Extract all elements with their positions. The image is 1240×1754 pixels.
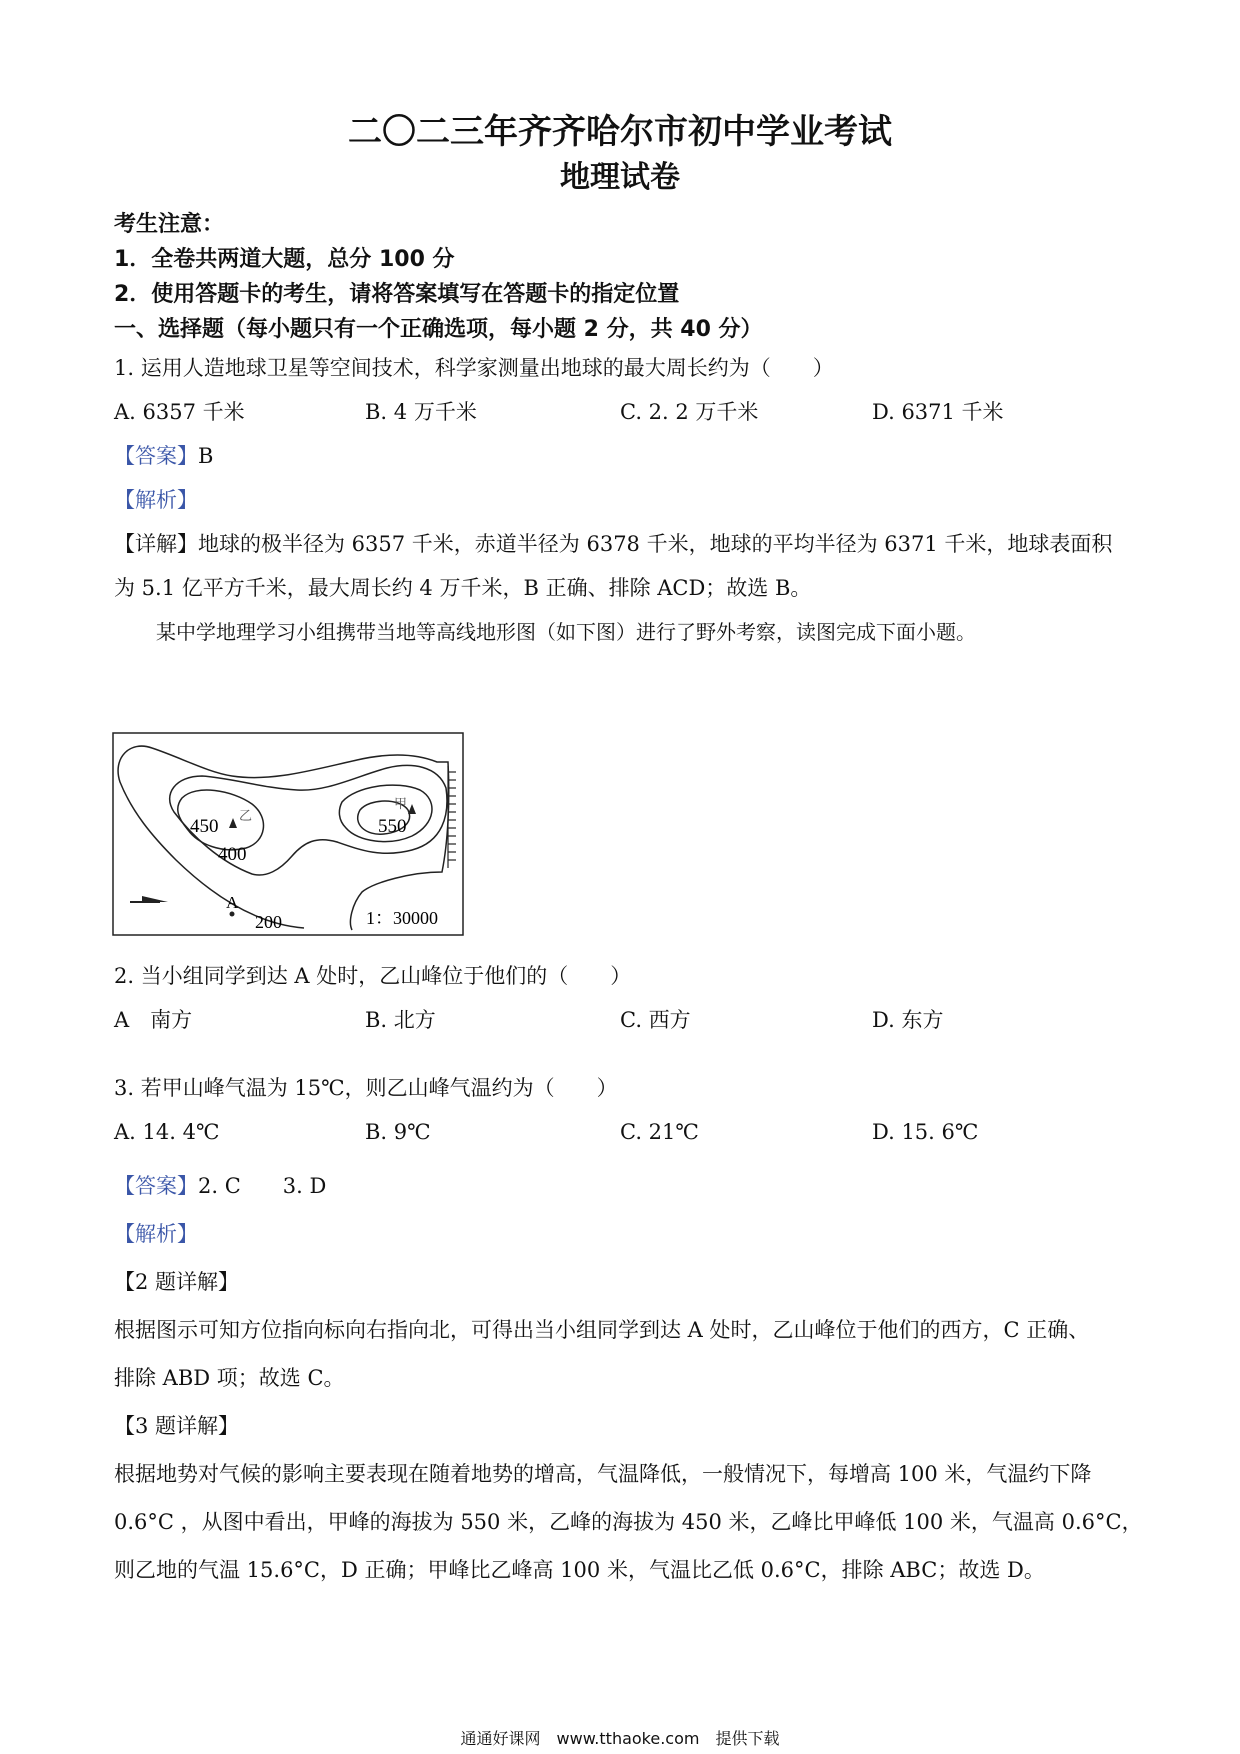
q3-option-a: A. 14. 4℃ <box>114 1120 220 1144</box>
q2-option-d: D. 东方 <box>872 1008 944 1032</box>
answer-value: 2. C 3. D <box>198 1174 327 1198</box>
label-jia: 甲 <box>394 796 408 811</box>
notice-item-2: 2．使用答题卡的考生，请将答案填写在答题卡的指定位置 <box>114 282 680 307</box>
map-frame <box>113 733 463 935</box>
label-400: 400 <box>218 844 247 865</box>
question-2-stem: 2. 当小组同学到达 A 处时，乙山峰位于他们的（ ） <box>114 964 632 988</box>
map-scale: 1：30000 <box>366 908 438 928</box>
q3-option-b: B. 9℃ <box>365 1120 431 1144</box>
notice-heading: 考生注意： <box>114 212 225 237</box>
q2-detail-line-2: 排除 ABD 项；故选 C。 <box>114 1366 345 1390</box>
q1-answer <box>114 440 213 470</box>
label-550: 550 <box>378 816 407 837</box>
q2-option-a: A 南方 <box>114 1008 193 1032</box>
label-yi: 乙 <box>239 808 253 823</box>
q3-detail-line-2: 0.6°C ，从图中看出，甲峰的海拔为 550 米，乙峰的海拔为 450 米，乙峰比甲峰低 100 米，气温高 0.6°C， <box>114 1510 1143 1534</box>
answer-label: 【答案】 <box>114 1174 198 1198</box>
q2-option-c: C. 西方 <box>620 1008 691 1032</box>
q1-detail-line-2: 为 5.1 亿平方千米，最大周长约 4 万千米，B 正确、排除 ACD；故选 B。 <box>114 576 812 600</box>
question-3-stem: 3. 若甲山峰气温为 15℃，则乙山峰气温约为（ ） <box>114 1076 618 1100</box>
label-200: 200 <box>255 912 282 932</box>
answer-value: B <box>198 444 214 468</box>
page-title: 二〇二三年齐齐哈尔市初中学业考试 <box>348 112 892 152</box>
q1-option-a: A. 6357 千米 <box>114 400 245 424</box>
label-a: A <box>226 893 239 912</box>
question-1-stem: 1. 运用人造地球卫星等空间技术，科学家测量出地球的最大周长约为（ ） <box>114 356 834 380</box>
answer-label: 【答案】 <box>114 444 198 468</box>
q2-option-b: B. 北方 <box>365 1008 436 1032</box>
contour-map <box>112 732 464 936</box>
q23-answer <box>114 1170 326 1200</box>
q1-option-d: D. 6371 千米 <box>872 400 1004 424</box>
q3-detail-line-3: 则乙地的气温 15.6°C，D 正确；甲峰比乙峰高 100 米，气温比乙低 0.6°C，排除 ABC；故选 D。 <box>114 1558 1045 1582</box>
footer-credit: 通通好课网 www.tthaoke.com 提供下载 <box>460 1729 780 1748</box>
group-intro: 某中学地理学习小组携带当地等高线地形图（如下图）进行了野外考察，读图完成下面小题。 <box>156 620 976 644</box>
point-a-marker <box>230 912 235 917</box>
q3-option-c: C. 21℃ <box>620 1120 699 1144</box>
q3-detail-line-1: 根据地势对气候的影响主要表现在随着地势的增高，气温降低，一般情况下，每增高 100 米，气温约下降 <box>114 1462 1092 1486</box>
q1-option-b: B. 4 万千米 <box>365 400 477 424</box>
q1-analysis-label: 【解析】 <box>114 488 198 512</box>
notice-item-1: 1．全卷共两道大题，总分 100 分 <box>114 247 455 272</box>
q3-option-d: D. 15. 6℃ <box>872 1120 979 1144</box>
q1-detail-line-1: 【详解】地球的极半径为 6357 千米，赤道半径为 6378 千米，地球的平均半径为 6371 千米，地球表面积 <box>114 532 1113 556</box>
q2-detail-label: 【2 题详解】 <box>114 1270 240 1294</box>
q23-analysis-label: 【解析】 <box>114 1222 198 1246</box>
q3-detail-label: 【3 题详解】 <box>114 1414 240 1438</box>
page-subtitle: 地理试卷 <box>560 160 680 195</box>
label-450: 450 <box>190 816 219 837</box>
q2-detail-line-1: 根据图示可知方位指向标向右指向北，可得出当小组同学到达 A 处时，乙山峰位于他们的西方，C 正确、 <box>114 1318 1090 1342</box>
q1-option-c: C. 2. 2 万千米 <box>620 400 759 424</box>
section-heading: 一、选择题（每小题只有一个正确选项，每小题 2 分，共 40 分） <box>114 317 763 342</box>
